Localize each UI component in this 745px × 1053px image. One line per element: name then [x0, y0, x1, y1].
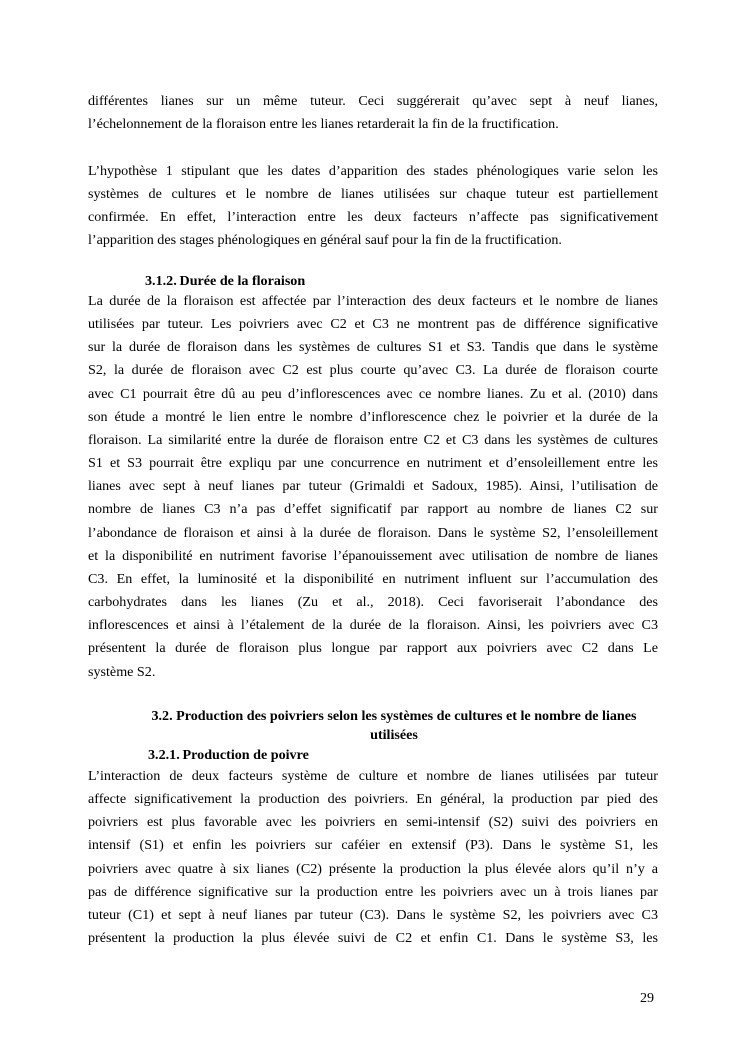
text-line: présentent la durée de floraison plus longue par rapport aux poivriers avec C2 dans Le [88, 640, 658, 657]
page-number: 29 [640, 990, 655, 1006]
text-line: confirmée. En effet, l’interaction entre les deux facteurs n’affecte pas significativement [88, 209, 658, 226]
text-line: l’abondance de floraison et ainsi à la durée de floraison. Dans le système S2, l’ensoleillement [88, 524, 658, 541]
section-heading-3-1-2: 3.1.2. Durée de la floraison [145, 273, 306, 289]
text-line: utilisées par tuteur. Les poivriers avec C2 et C3 ne montrent pas de différence significative [88, 316, 658, 333]
heading-line: 3.2. Production des poivriers selon les systèmes de cultures et le nombre de lianes [151, 708, 637, 724]
text-line: différentes lianes sur un même tuteur. Ceci suggérerait qu’avec sept à neuf lianes, [88, 93, 658, 109]
paragraph-4 [88, 765, 658, 950]
text-line: inflorescences et ainsi à l’étalement de la durée de la floraison. Ainsi, les poivriers avec C3 [88, 617, 658, 634]
text-line: tuteur (C1) et sept à neuf lianes par tuteur (C3). Dans le système S2, les poivriers avec C3 [88, 906, 658, 923]
text-line: l’échelonnement de la floraison entre les lianes retarderait la fin de la fructification. [88, 116, 559, 133]
text-line: l’apparition des stages phénologiques en général sauf pour la fin de la fructification. [88, 232, 562, 249]
text-line: L’hypothèse 1 stipulant que les dates d’apparition des stades phénologiques varie selon les [88, 163, 658, 179]
text-line: sur la durée de floraison dans les systèmes de cultures S1 et S3. Tandis que dans le système [88, 339, 658, 356]
paragraph-3 [88, 290, 658, 684]
text-line: poivriers est plus favorable avec les poivriers en semi-intensif (S2) suivi des poivriers en [88, 814, 658, 831]
text-line: nombre de lianes C3 n’a pas d’effet significatif par rapport au nombre de lianes C2 sur [88, 501, 658, 518]
text-line: C3. En effet, la luminosité et la disponibilité en nutriment influent sur l’accumulation des [88, 570, 658, 587]
paragraph-1 [88, 90, 658, 136]
paragraph-2 [88, 160, 658, 253]
text-line: avec C1 pourrait être dû au peu d’inflorescences avec ce nombre lianes. Zu et al. (2010) dans [88, 385, 658, 402]
text-line: L’interaction de deux facteurs système de culture et nombre de lianes utilisées par tuteur [88, 768, 658, 784]
text-line: floraison. La similarité entre la durée de floraison entre C2 et C3 dans les systèmes de cultures [88, 431, 658, 448]
text-line: système S2. [88, 663, 156, 680]
text-line: lianes avec sept à neuf lianes par tuteur (Grimaldi et Sadoux, 1985). Ainsi, l’utilisation de [88, 478, 658, 495]
text-line: S2, la durée de floraison avec C2 est plus courte qu’avec C3. La durée de floraison courte [88, 362, 658, 379]
text-line: et la disponibilité en nutriment favorise l’épanouissement avec utilisation de nombre de lianes [88, 547, 658, 564]
text-line: son étude a montré le lien entre le nombre d’inflorescence chez le poivrier et la durée de la [88, 408, 658, 425]
text-line: intensif (S1) et enfin les poivriers sur caféier en extensif (P3). Dans le système S1, les [88, 837, 658, 854]
text-line: S1 et S3 pourrait être expliqu par une concurrence en nutriment et d’ensoleillement entre les [88, 455, 658, 472]
text-line: carbohydrates dans les lianes (Zu et al., 2018). Ceci favoriserait l’abondance des [88, 594, 658, 611]
text-line: La durée de la floraison est affectée par l’interaction des deux facteurs et le nombre de lianes [88, 293, 658, 309]
text-line: affecte significativement la production des poivriers. En général, la production par pied des [88, 791, 658, 808]
section-heading-3-2-1: 3.2.1. Production de poivre [148, 747, 309, 763]
text-line: poivriers avec quatre à six lianes (C2) présente la production la plus élevée alors qu’il n’y a [88, 860, 658, 877]
section-heading-3-2 [130, 707, 658, 745]
text-line: systèmes de cultures et le nombre de lianes utilisées sur chaque tuteur est partiellement [88, 186, 658, 203]
text-line: pas de différence significative sur la production entre les poivriers avec un à trois lianes par [88, 883, 658, 900]
text-line: présentent la production la plus élevée suivi de C2 et enfin C1. Dans le système S3, les [88, 930, 658, 947]
heading-line: utilisées [370, 727, 418, 743]
